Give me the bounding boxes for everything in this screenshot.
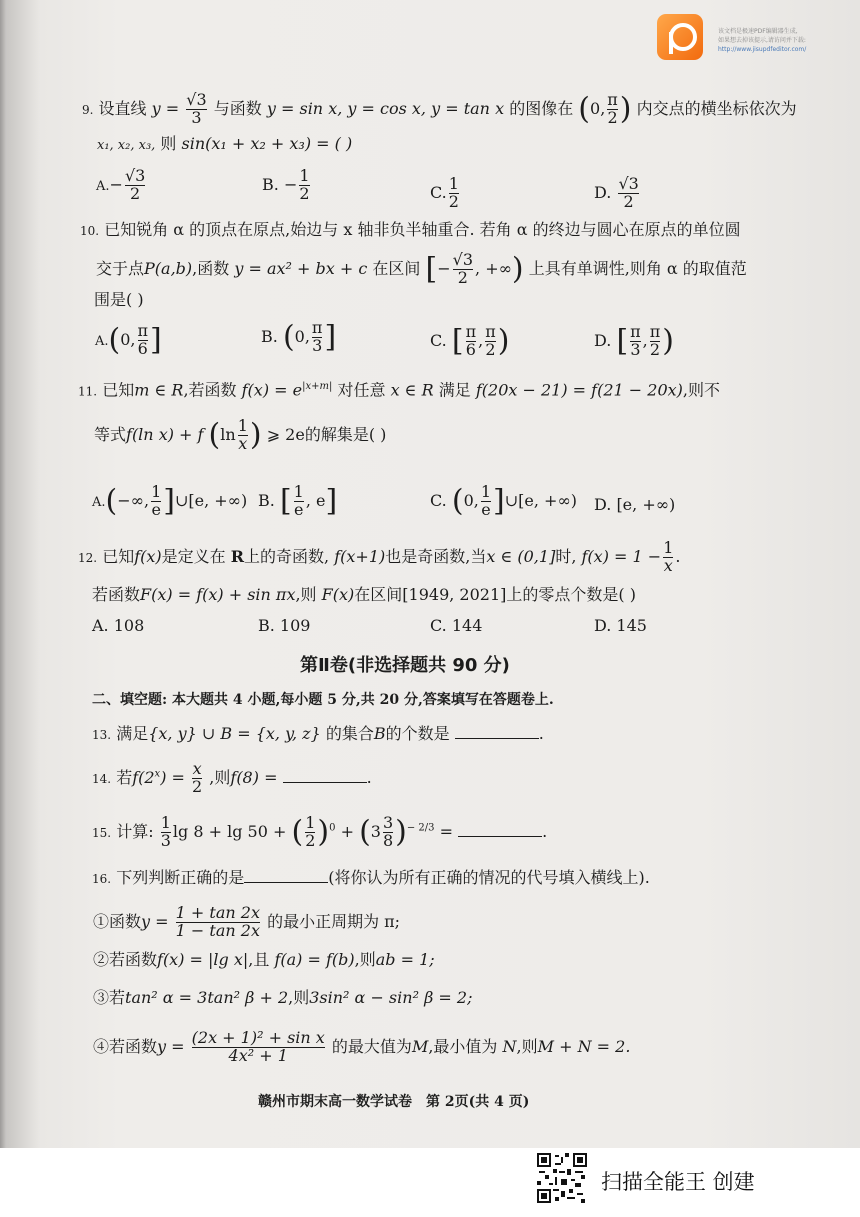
q11-option-a[interactable]: A.(−∞, $\frac{1}{e}$ ]∪[e, +∞) (92, 482, 248, 519)
question-10-line1: 10. 已知锐角 α 的顶点在原点,始边与 x 轴非负半轴重合. 若角 α 的终边与圆心在原点的单位圆 (80, 220, 741, 239)
part-2-instructions: 二、填空题: 本大题共 4 小题,每小题 5 分,共 20 分,答案填写在答题卷上. (92, 692, 554, 708)
q10-option-b[interactable]: B. (0, $\frac{\pi}{3}$ ] (261, 318, 337, 355)
q12-option-d[interactable]: D. 145 (594, 616, 647, 635)
q16-item-3: ③若tan² α = 3tan² β + 2,则3sin² α − sin² β = 2; (93, 988, 473, 1007)
q11-option-d[interactable]: D. [e, +∞) (594, 495, 676, 514)
question-10-line3: 围是( ) (94, 290, 144, 309)
q10-option-d[interactable]: D. [ $\frac{\pi}{3}$ , $\frac{\pi}{2}$ ) (594, 322, 674, 359)
question-14: 14. 若$f(2^x)$ = $\frac{x}{2}$ ,则f(8) = . (92, 759, 372, 796)
q10-option-a[interactable]: A.(0, $\frac{\pi}{6}$ ] (95, 321, 162, 358)
q16-item-1: ①函数y = $\frac{1 + \tan 2x}{1 - \tan 2x}$ 的最小正周期为 π; (93, 903, 401, 940)
question-10-line2: 交于点P(a,b),函数 y = ax² + bx + c 在区间 [− $\frac{√3}{2}$ , +∞) 上具有单调性,则角 α 的取值范 (96, 250, 747, 287)
q9-option-c[interactable]: C. $\frac{1}{2}$ (430, 174, 459, 211)
question-16: 16. 下列判断正确的是 (将你认为所有正确的情况的代号填入横线上). (92, 868, 650, 887)
question-9-line1: 9. 设直线 y = $\frac{√3}{3}$ 与函数 y = sin x, y = cos x, y = tan x 的图像在 (0, $\frac{\pi}{2}$ ) 内交点的横坐标依次为 (82, 90, 797, 127)
watermark-url[interactable]: http://www.jisupdfeditor.com/ (718, 46, 807, 53)
q9-option-d[interactable]: D. $\frac{√3}{2}$ (594, 174, 639, 211)
question-13: 13. 满足{x, y} ∪ B = {x, y, z} 的集合B的个数是 . (92, 724, 544, 743)
q12-option-a[interactable]: A. 108 (92, 616, 145, 635)
answer-blank-14[interactable] (283, 768, 367, 783)
watermark-notice (718, 27, 806, 54)
fraction-sqrt3-over-3: $\frac{√3}{3}$ (186, 90, 207, 127)
q16-item-4: ④若函数y = $\frac{\text{(2x + 1)² + sin x}}{\text{4x² + 1}}$ 的最大值为M,最小值为 N,则M + N = 2. (93, 1028, 631, 1065)
question-11-line1: 11. 已知m ∈ R,若函数 $f(x) = e^{|x+m|}$ 对任意 x ∈ R 满足 f(20x − 21) = f(21 − 20x),则不 (78, 380, 720, 400)
question-12-line2: 若函数F(x) = f(x) + sin πx,则 F(x)在区间[1949, 2021]上的零点个数是( ) (92, 585, 636, 604)
camscanner-credit: 扫描全能王 创建 (601, 1170, 755, 1194)
qr-code-icon (537, 1153, 587, 1203)
q12-option-c[interactable]: C. 144 (430, 616, 483, 635)
section-title: 第Ⅱ卷(非选择题共 90 分) (300, 655, 510, 676)
q12-option-b[interactable]: B. 109 (258, 616, 311, 635)
question-12-line1: 12. 已知f(x)是定义在 R上的奇函数, f(x+1)也是奇函数,当x ∈ (0,1]时, f(x) = 1 − $\frac{1}{x}$ . (78, 538, 681, 575)
q10-option-c[interactable]: C. [ $\frac{\pi}{6}$ , $\frac{\pi}{2}$ ) (430, 322, 510, 359)
question-11-line2: 等式f(ln x) + f (ln $\frac{1}{x}$ ) ⩾ 2e的解集是( ) (94, 416, 387, 453)
answer-blank-13[interactable] (455, 724, 539, 739)
q9-option-a[interactable]: A.− $\frac{√3}{2}$ (96, 166, 146, 203)
q9-option-b[interactable]: B. − $\frac{1}{2}$ (262, 166, 310, 203)
q11-option-c[interactable]: C. (0, $\frac{1}{e}$ ]∪[e, +∞) (430, 482, 578, 519)
q16-item-2: ②若函数f(x) = |lg x|,且 f(a) = f(b),则ab = 1; (93, 950, 435, 969)
q11-option-b[interactable]: B. [ $\frac{1}{e}$ , e] (258, 482, 338, 519)
page-footer: 赣州市期末高一数学试卷 第 2页(共 4 页) (258, 1094, 530, 1110)
watermark-line2: 如果想去掉该提示,请访问并下载: (718, 37, 806, 44)
question-9-line2: x₁, x₂, x₃, 则 sin(x₁ + x₂ + x₃) = ( ) (97, 134, 353, 153)
question-15: 15. 计算: $\frac{1}{3}$ lg 8 + lg 50 + ( $\frac{1}{2}$ )$^0$ + (3 $\frac{3}{8}$ )$^{- 2/3}$ = . (92, 813, 548, 850)
watermark-line1: 该文档是极速PDF编辑器生成, (718, 28, 798, 35)
pdf-editor-logo-icon (657, 14, 703, 60)
answer-blank-15[interactable] (458, 822, 542, 837)
answer-blank-16[interactable] (244, 868, 328, 883)
